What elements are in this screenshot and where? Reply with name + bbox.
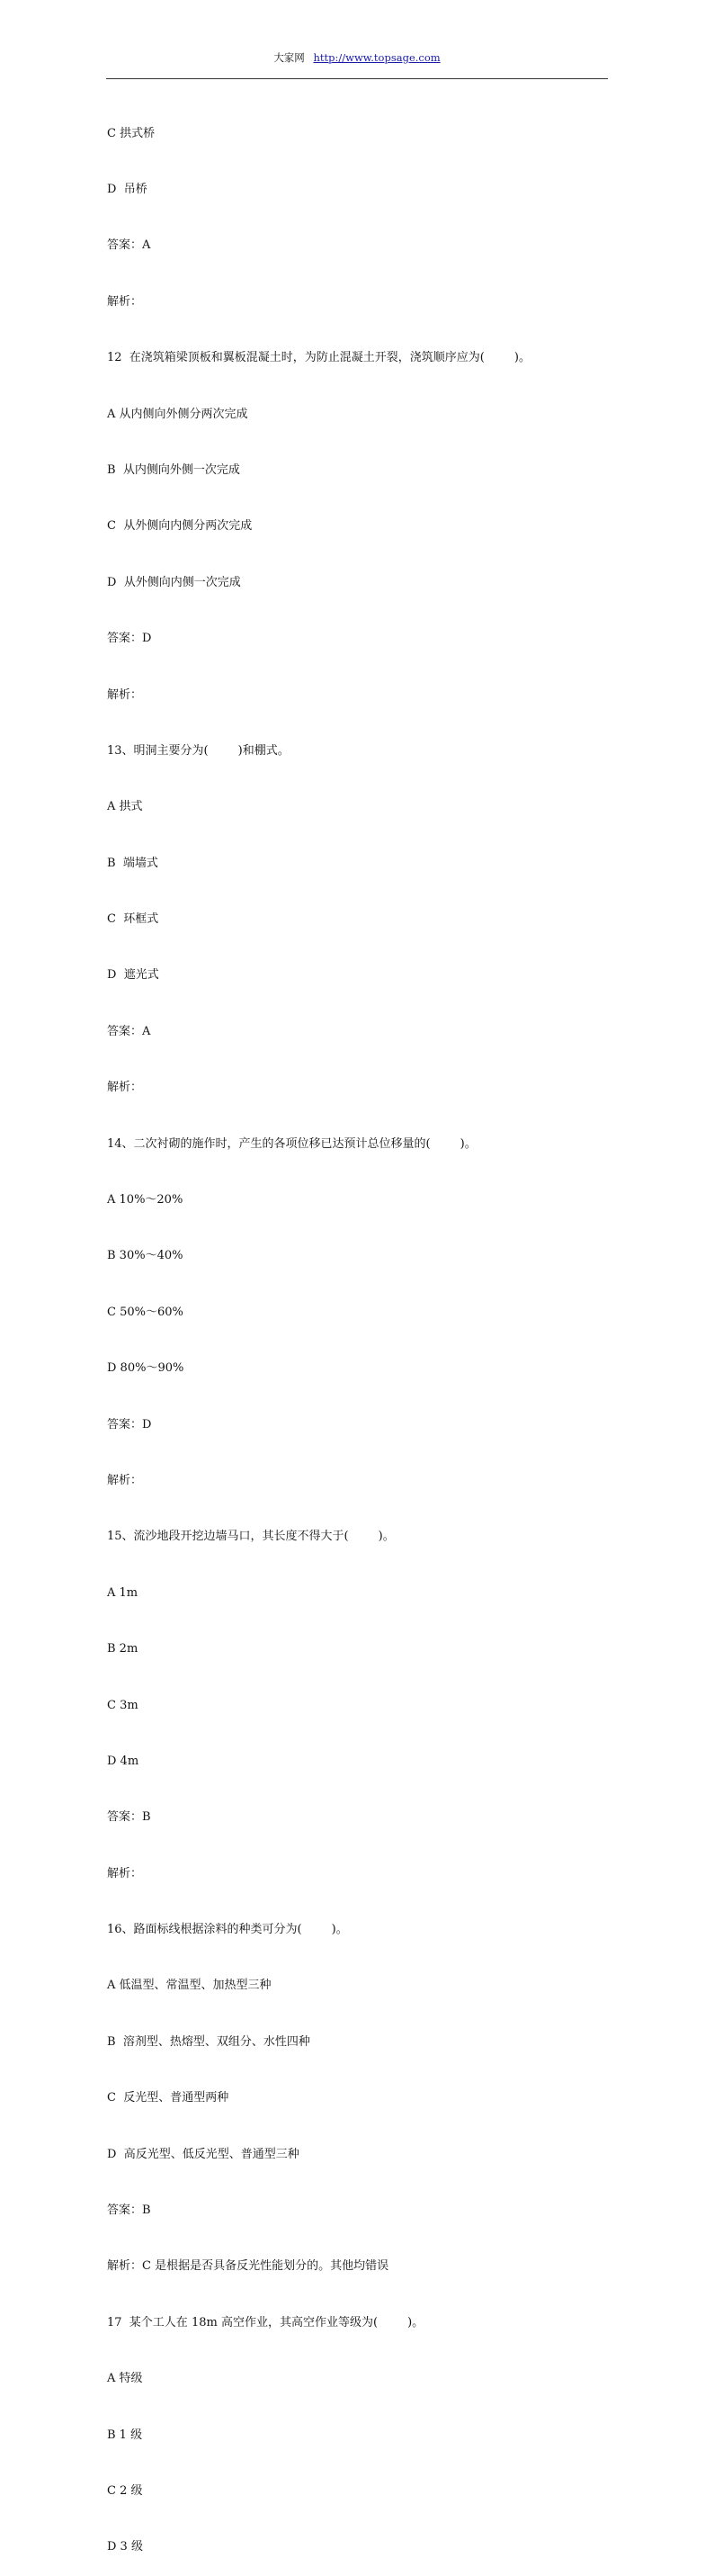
text-line: D 高反光型、低反光型、普通型三种 (107, 2147, 299, 2161)
text-line: 12 在浇筑箱梁顶板和翼板混凝土时，为防止混凝土开裂，浇筑顺序应为( )。 (107, 351, 531, 365)
text-line: D 从外侧向内侧一次完成 (107, 575, 241, 589)
text-line: C 从外侧向内侧分两次完成 (107, 519, 253, 534)
text-line: A 特级 (107, 2372, 143, 2386)
page-header (0, 50, 714, 65)
text-line: A 10%～20% (107, 1193, 183, 1207)
text-line: 解析： (107, 1473, 143, 1487)
text-line: 答案：B (107, 2204, 151, 2218)
text-line: 解析：C 是根据是否具备反光性能划分的。其他均错误 (107, 2259, 389, 2274)
text-line: A 1m (107, 1585, 138, 1600)
text-line: B 30%～40% (107, 1249, 183, 1263)
text-line: A 拱式 (107, 800, 143, 814)
text-line: B 溶剂型、热熔型、双组分、水性四种 (107, 2034, 310, 2049)
text-line: C 拱式桥 (107, 126, 156, 140)
text-line: D 遮光式 (107, 968, 159, 983)
text-line: 13、明洞主要分为( )和棚式。 (107, 743, 290, 758)
text-line: C 环框式 (107, 912, 159, 927)
text-line: D 4m (107, 1754, 139, 1768)
text-line: 解析： (107, 294, 143, 309)
site-name: 大家网 (273, 51, 305, 64)
text-line: C 2 级 (107, 2484, 143, 2498)
text-line: 答案：B (107, 1810, 151, 1825)
text-line: C 3m (107, 1698, 138, 1712)
text-line: 解析： (107, 1081, 143, 1095)
text-line: D 3 级 (107, 2540, 143, 2554)
text-line: D 吊桥 (107, 182, 147, 196)
text-line: 答案：D (107, 632, 152, 646)
header-divider (106, 78, 608, 79)
text-line: C 反光型、普通型两种 (107, 2091, 229, 2105)
text-line: 答案：D (107, 1417, 152, 1432)
text-line: 答案：A (107, 1024, 151, 1038)
text-line: 解析： (107, 687, 143, 702)
text-line: B 从内侧向外侧一次完成 (107, 462, 240, 477)
text-line: A 低温型、常温型、加热型三种 (107, 1979, 272, 1993)
text-line: B 端墙式 (107, 856, 158, 870)
text-line: C 50%～60% (107, 1305, 183, 1319)
text-line: 17 某个工人在 18m 高空作业，其高空作业等级为( )。 (107, 2315, 424, 2329)
text-line: 16、路面标线根据涂料的种类可分为( )。 (107, 1923, 348, 1937)
text-line: 解析： (107, 1866, 143, 1880)
text-line: 15、流沙地段开挖边墙马口，其长度不得大于( )。 (107, 1530, 395, 1544)
text-line: A 从内侧向外侧分两次完成 (107, 407, 248, 421)
text-line: D 80%～90% (107, 1361, 184, 1376)
text-line: B 1 级 (107, 2428, 143, 2442)
site-link[interactable]: http://www.topsage.com (313, 51, 441, 64)
document-body (107, 87, 611, 2576)
text-line: 14、二次衬砌的施作时，产生的各项位移已达预计总位移量的( )。 (107, 1136, 477, 1151)
text-line: B 2m (107, 1642, 138, 1656)
text-line: 答案：A (107, 238, 151, 253)
